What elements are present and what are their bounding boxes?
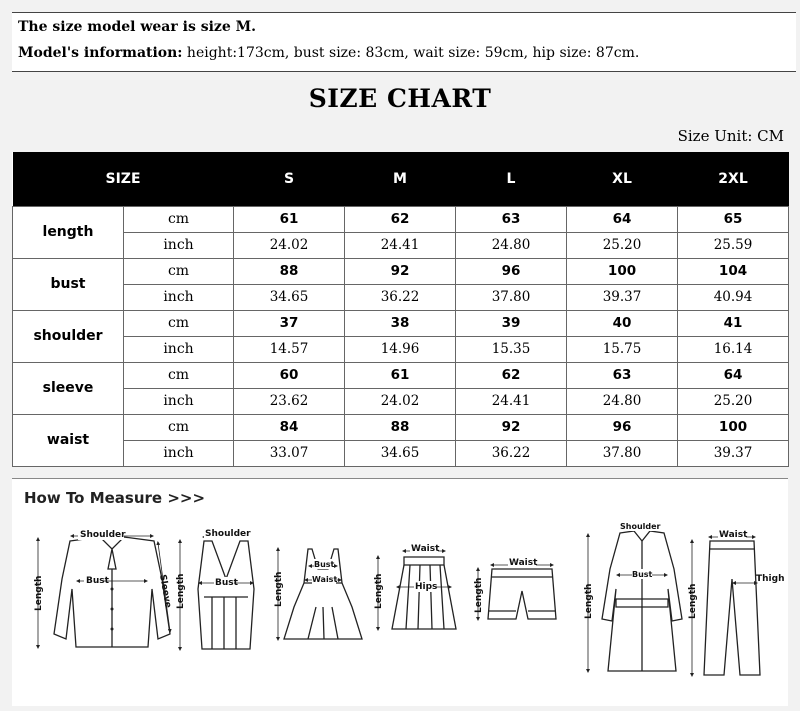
- table-row: [13, 362, 789, 388]
- unit-cell: inch: [124, 284, 234, 310]
- tank-length-label: Length: [176, 573, 186, 609]
- blouse-shoulder-label: Shoulder: [80, 530, 126, 540]
- blouse-bust-label: Bust: [86, 576, 109, 586]
- value-cell: 15.35: [456, 336, 567, 362]
- unit-cell: inch: [124, 336, 234, 362]
- value-cell: 15.75: [567, 336, 678, 362]
- measurement-name: shoulder: [13, 310, 124, 362]
- table-row: [13, 440, 789, 466]
- value-cell: 39.37: [567, 284, 678, 310]
- model-info-value: height:173cm, bust size: 83cm, wait size: 59cm, hip size: 87cm.: [182, 45, 640, 61]
- model-info-box: [12, 12, 796, 72]
- model-info-label: Model's information:: [18, 45, 183, 61]
- table-row: [13, 336, 789, 362]
- unit-cell: cm: [124, 310, 234, 336]
- measurement-name: sleeve: [13, 362, 124, 414]
- value-cell: 24.41: [456, 388, 567, 414]
- value-cell: 14.96: [345, 336, 456, 362]
- measurement-name: length: [13, 206, 124, 258]
- unit-cell: cm: [124, 206, 234, 232]
- value-cell: 33.07: [234, 440, 345, 466]
- value-cell: 25.20: [567, 232, 678, 258]
- table-row: [13, 388, 789, 414]
- value-cell: 36.22: [456, 440, 567, 466]
- unit-cell: cm: [124, 362, 234, 388]
- dress-illustration: [274, 549, 362, 639]
- value-cell: 37: [234, 310, 345, 336]
- header-size-l: L: [456, 152, 567, 206]
- value-cell: 104: [678, 258, 789, 284]
- trousers-thigh-label: Thigh: [756, 574, 785, 584]
- unit-cell: inch: [124, 232, 234, 258]
- value-cell: 24.02: [345, 388, 456, 414]
- value-cell: 16.14: [678, 336, 789, 362]
- value-cell: 24.80: [567, 388, 678, 414]
- value-cell: 25.59: [678, 232, 789, 258]
- header-size-s: S: [234, 152, 345, 206]
- model-info-line: [18, 45, 639, 61]
- skirt-illustration: [374, 543, 456, 629]
- dress-length-label: Length: [274, 571, 284, 607]
- value-cell: 37.80: [456, 284, 567, 310]
- value-cell: 38: [345, 310, 456, 336]
- trousers-length-label: Length: [688, 583, 698, 619]
- shorts-waist-label: Waist: [509, 558, 538, 568]
- skirt-waist-label: Waist: [411, 544, 440, 554]
- unit-cell: inch: [124, 440, 234, 466]
- value-cell: 39.37: [678, 440, 789, 466]
- value-cell: 23.62: [234, 388, 345, 414]
- value-cell: 62: [345, 206, 456, 232]
- table-header-row: [13, 152, 789, 206]
- value-cell: 88: [234, 258, 345, 284]
- header-size-2xl: 2XL: [678, 152, 789, 206]
- table-row: [13, 206, 789, 232]
- value-cell: 36.22: [345, 284, 456, 310]
- blouse-length-label: Length: [34, 575, 44, 611]
- blouse-illustration: [34, 529, 173, 647]
- blouse-sleeve-label: Sleeve: [157, 573, 173, 609]
- value-cell: 100: [678, 414, 789, 440]
- tank-bust-label: Bust: [215, 578, 238, 588]
- model-size-note: The size model wear is size M.: [18, 19, 257, 35]
- value-cell: 61: [345, 362, 456, 388]
- value-cell: 100: [567, 258, 678, 284]
- value-cell: 40.94: [678, 284, 789, 310]
- unit-cell: cm: [124, 258, 234, 284]
- size-chart-table: [12, 152, 789, 467]
- how-to-measure-title: How To Measure >>>: [24, 489, 206, 507]
- table-row: [13, 284, 789, 310]
- value-cell: 34.65: [234, 284, 345, 310]
- value-cell: 25.20: [678, 388, 789, 414]
- measure-illustrations: [12, 479, 788, 707]
- value-cell: 61: [234, 206, 345, 232]
- coat-length-label: Length: [584, 583, 594, 619]
- coat-bust-label: Bust: [632, 570, 653, 579]
- shorts-length-label: Length: [474, 577, 484, 613]
- value-cell: 63: [567, 362, 678, 388]
- value-cell: 41: [678, 310, 789, 336]
- value-cell: 64: [567, 206, 678, 232]
- value-cell: 24.80: [456, 232, 567, 258]
- value-cell: 39: [456, 310, 567, 336]
- value-cell: 62: [456, 362, 567, 388]
- value-cell: 60: [234, 362, 345, 388]
- shorts-illustration: [474, 557, 556, 619]
- value-cell: 64: [678, 362, 789, 388]
- header-size-xl: XL: [567, 152, 678, 206]
- unit-cell: inch: [124, 388, 234, 414]
- trousers-illustration: [688, 529, 784, 675]
- value-cell: 92: [456, 414, 567, 440]
- table-row: [13, 258, 789, 284]
- value-cell: 96: [456, 258, 567, 284]
- value-cell: 63: [456, 206, 567, 232]
- value-cell: 40: [567, 310, 678, 336]
- how-to-measure-section: [12, 478, 788, 706]
- value-cell: 24.41: [345, 232, 456, 258]
- measurement-name: waist: [13, 414, 124, 466]
- unit-cell: cm: [124, 414, 234, 440]
- value-cell: 65: [678, 206, 789, 232]
- skirt-hips-label: Hips: [415, 582, 438, 592]
- value-cell: 14.57: [234, 336, 345, 362]
- coat-illustration: [584, 521, 682, 671]
- table-row: [13, 232, 789, 258]
- skirt-length-label: Length: [374, 573, 384, 609]
- value-cell: 34.65: [345, 440, 456, 466]
- value-cell: 96: [567, 414, 678, 440]
- tank-shoulder-label: Shoulder: [205, 529, 251, 539]
- table-row: [13, 414, 789, 440]
- trousers-waist-label: Waist: [719, 530, 748, 540]
- size-unit-label: Size Unit: CM: [677, 127, 784, 145]
- value-cell: 84: [234, 414, 345, 440]
- value-cell: 24.02: [234, 232, 345, 258]
- page-title: SIZE CHART: [308, 84, 492, 113]
- coat-shoulder-label: Shoulder: [620, 522, 661, 531]
- value-cell: 88: [345, 414, 456, 440]
- dress-bust-label: Bust: [314, 560, 335, 569]
- tank-top-illustration: [176, 528, 254, 649]
- value-cell: 92: [345, 258, 456, 284]
- header-size: SIZE: [13, 152, 234, 206]
- header-size-m: M: [345, 152, 456, 206]
- table-row: [13, 310, 789, 336]
- dress-waist-label: Waist: [312, 575, 338, 584]
- measurement-name: bust: [13, 258, 124, 310]
- value-cell: 37.80: [567, 440, 678, 466]
